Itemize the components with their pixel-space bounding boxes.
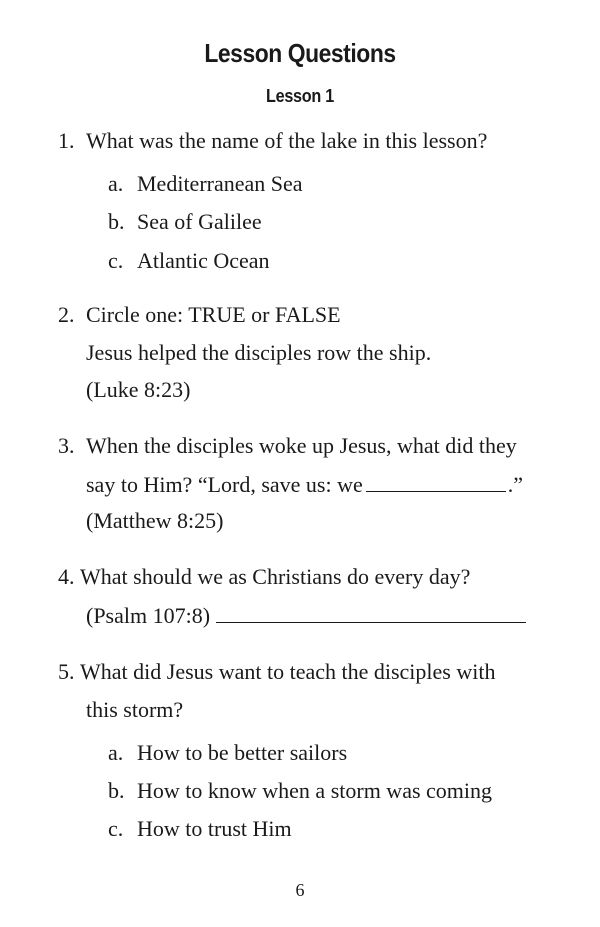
question-3-quote: say to Him? “Lord, save us: we [86, 472, 363, 497]
question-3-closing: .” [507, 472, 524, 497]
question-4-text: What should we as Christians do every day? [80, 564, 471, 589]
q5-option-b-letter: b. [108, 778, 125, 803]
q1-option-b: Sea of Galilee [137, 209, 262, 234]
answer-blank-3[interactable] [366, 473, 506, 492]
answer-blank-4[interactable] [216, 604, 526, 623]
question-4-reference: (Psalm 107:8) [86, 603, 211, 628]
q1-option-a-letter: a. [108, 171, 124, 196]
question-3-number: 3. [58, 433, 75, 458]
q1-option-b-letter: b. [108, 209, 125, 234]
question-3-line-2 [86, 473, 523, 496]
q5-option-c-letter: c. [108, 816, 124, 841]
question-1-text: What was the name of the lake in this lesson? [86, 128, 488, 153]
question-4-number: 4. [58, 564, 75, 589]
q1-option-c-letter: c. [108, 248, 124, 273]
question-2-text: Circle one: TRUE or FALSE [86, 302, 341, 327]
question-5-text: What did Jesus want to teach the disciples with [80, 659, 496, 684]
question-3-text: When the disciples woke up Jesus, what did they [86, 433, 517, 458]
q1-option-a: Mediterranean Sea [137, 171, 303, 196]
q1-option-c: Atlantic Ocean [137, 248, 270, 273]
question-5-text-cont: this storm? [86, 697, 184, 722]
q5-option-a: How to be better sailors [137, 740, 348, 765]
q5-option-c: How to trust Him [137, 816, 292, 841]
lesson-subtitle: Lesson 1 [265, 86, 335, 106]
question-3-reference: (Matthew 8:25) [86, 508, 224, 533]
question-4-line-2 [86, 604, 526, 627]
page-number: 6 [295, 880, 305, 900]
question-1-number: 1. [58, 128, 75, 153]
q5-option-b: How to know when a storm was coming [137, 778, 493, 803]
question-2-statement: Jesus helped the disciples row the ship. [86, 340, 432, 365]
question-2-number: 2. [58, 302, 75, 327]
question-5-number: 5. [58, 659, 75, 684]
page-title: Lesson Questions [204, 38, 396, 68]
question-2-reference: (Luke 8:23) [86, 377, 191, 402]
q5-option-a-letter: a. [108, 740, 124, 765]
